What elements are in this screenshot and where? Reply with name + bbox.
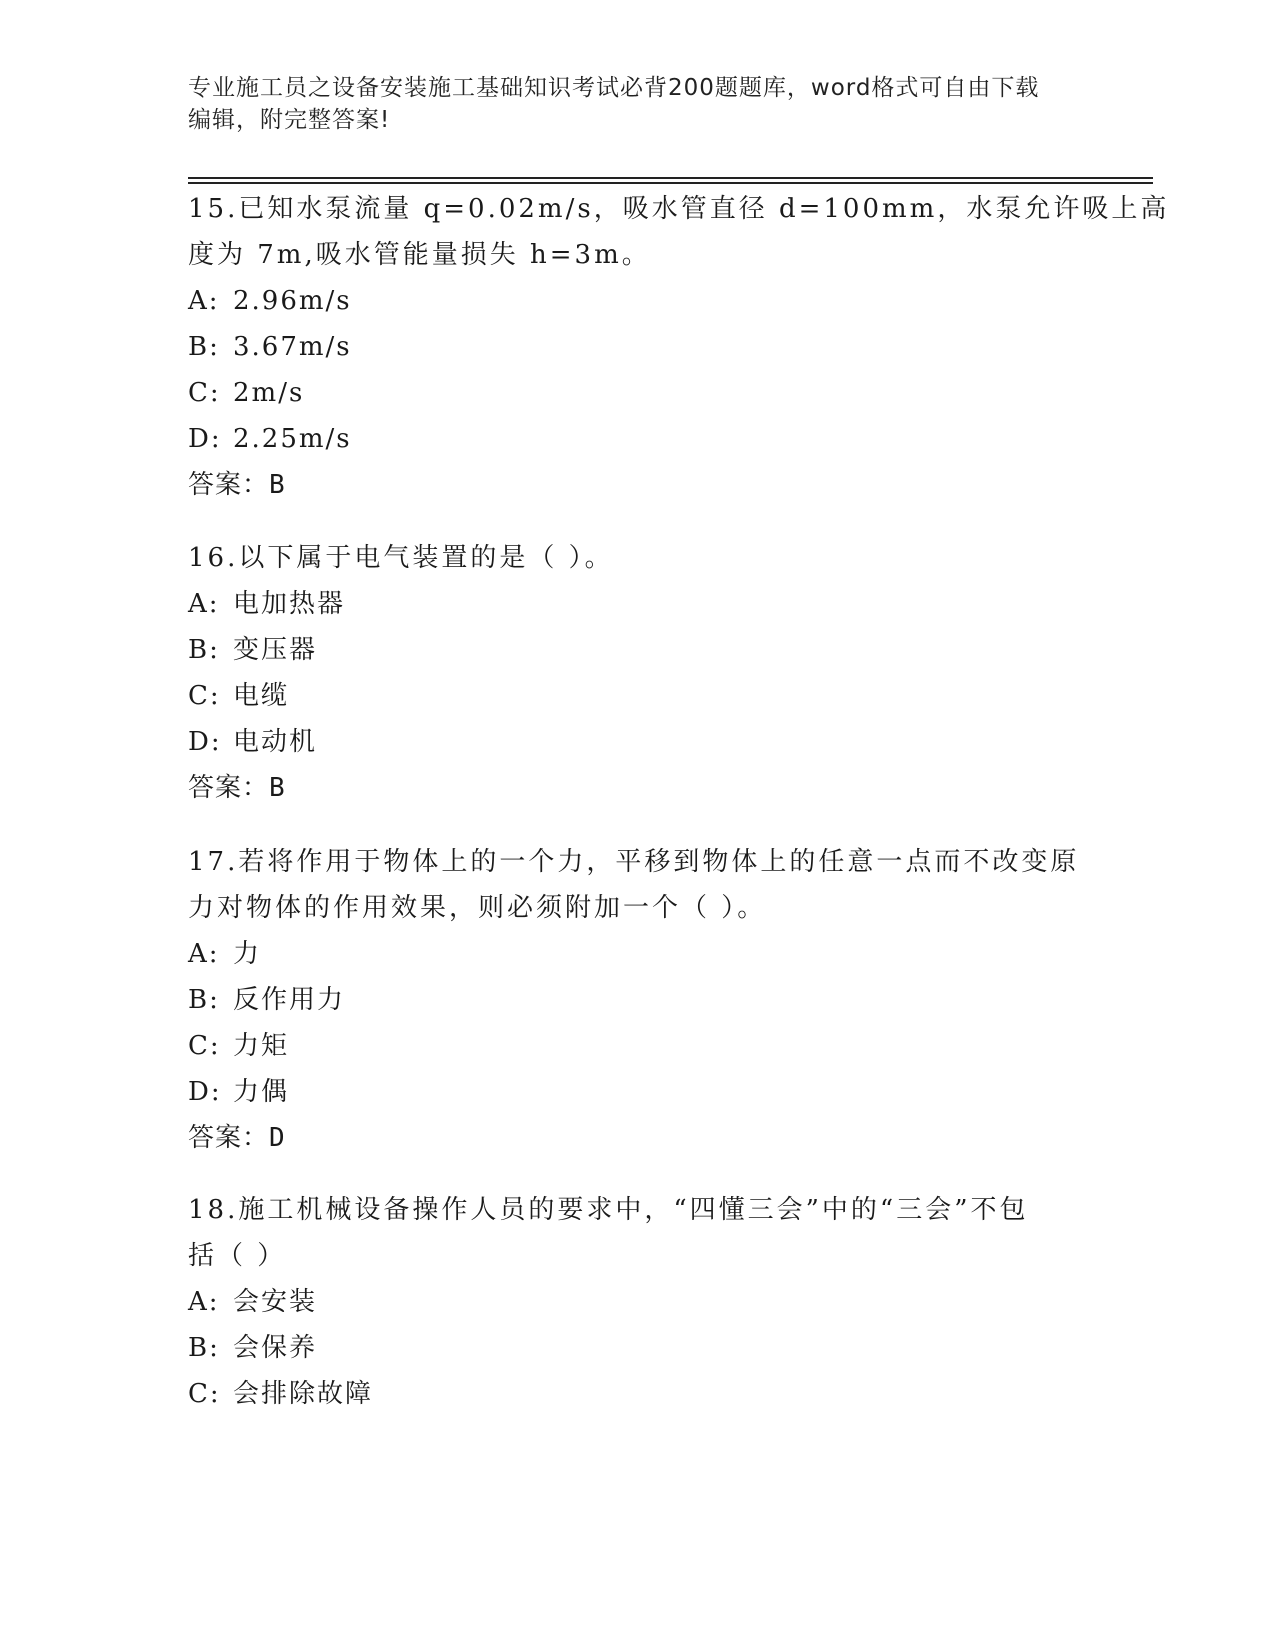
option-d <box>188 416 1088 462</box>
option-a <box>188 1279 1088 1325</box>
option-text: 2m/s <box>233 378 305 408</box>
option-text: 变压器 <box>233 635 318 665</box>
question-16 <box>188 535 1088 811</box>
option-text: 电加热器 <box>233 589 346 619</box>
option-b <box>188 627 1088 673</box>
header-divider-top <box>188 177 1153 179</box>
answer-line: 答案：D <box>188 1123 286 1153</box>
option-d <box>188 719 1088 765</box>
answer-line: 答案：B <box>188 470 286 500</box>
option-c <box>188 370 1088 416</box>
header-line-2: 编辑，附完整答案! <box>188 107 391 133</box>
question-15 <box>188 186 1170 508</box>
option-b <box>188 977 1088 1023</box>
question-stem-line: 16.以下属于电气装置的是（ ）。 <box>188 543 614 573</box>
option-text: 3.67m/s <box>233 332 352 362</box>
option-c <box>188 1371 1088 1417</box>
option-text: 电缆 <box>233 681 290 711</box>
question-17 <box>188 839 1088 1161</box>
option-a <box>188 931 1088 977</box>
option-label: A: <box>188 589 220 619</box>
option-label: B: <box>188 1333 220 1363</box>
question-18 <box>188 1187 1088 1417</box>
option-c <box>188 1023 1088 1069</box>
option-a <box>188 278 1088 324</box>
option-text: 电动机 <box>233 727 318 757</box>
option-text: 会排除故障 <box>233 1379 374 1409</box>
document-header <box>188 72 1088 136</box>
option-label: D: <box>188 1077 222 1107</box>
option-label: D: <box>188 727 222 757</box>
option-label: A: <box>188 286 220 316</box>
option-d <box>188 1069 1088 1115</box>
question-stem-line: 括（ ） <box>188 1241 287 1271</box>
option-b <box>188 324 1088 370</box>
option-label: A: <box>188 939 220 969</box>
option-label: D: <box>188 424 222 454</box>
question-stem-line: 18.施工机械设备操作人员的要求中，“四懂三会”中的“三会”不包 <box>188 1195 1029 1225</box>
option-text: 力矩 <box>233 1031 290 1061</box>
option-text: 会安装 <box>233 1287 318 1317</box>
option-label: B: <box>188 985 220 1015</box>
option-label: C: <box>188 681 221 711</box>
option-text: 2.25m/s <box>233 424 352 454</box>
option-text: 会保养 <box>233 1333 318 1363</box>
option-text: 反作用力 <box>233 985 346 1015</box>
option-text: 力 <box>233 939 262 969</box>
option-label: C: <box>188 378 221 408</box>
option-a <box>188 581 1088 627</box>
option-label: C: <box>188 1379 221 1409</box>
option-label: C: <box>188 1031 221 1061</box>
header-divider-bottom <box>188 182 1153 184</box>
header-line-1: 专业施工员之设备安装施工基础知识考试必背200题题库，word格式可自由下载 <box>188 75 1040 101</box>
option-b <box>188 1325 1088 1371</box>
option-text: 2.96m/s <box>233 286 352 316</box>
question-stem-line: 度为 7m,吸水管能量损失 h=3m。 <box>188 240 651 270</box>
option-c <box>188 673 1088 719</box>
question-stem-line: 力对物体的作用效果，则必须附加一个（ ）。 <box>188 893 767 923</box>
answer-line: 答案：B <box>188 773 286 803</box>
option-text: 力偶 <box>233 1077 290 1107</box>
option-label: B: <box>188 332 220 362</box>
question-stem-line: 15.已知水泵流量 q=0.02m/s，吸水管直径 d=100mm，水泵允许吸上高 <box>188 194 1170 224</box>
question-stem-line: 17.若将作用于物体上的一个力，平移到物体上的任意一点而不改变原 <box>188 847 1080 877</box>
option-label: B: <box>188 635 220 665</box>
option-label: A: <box>188 1287 220 1317</box>
